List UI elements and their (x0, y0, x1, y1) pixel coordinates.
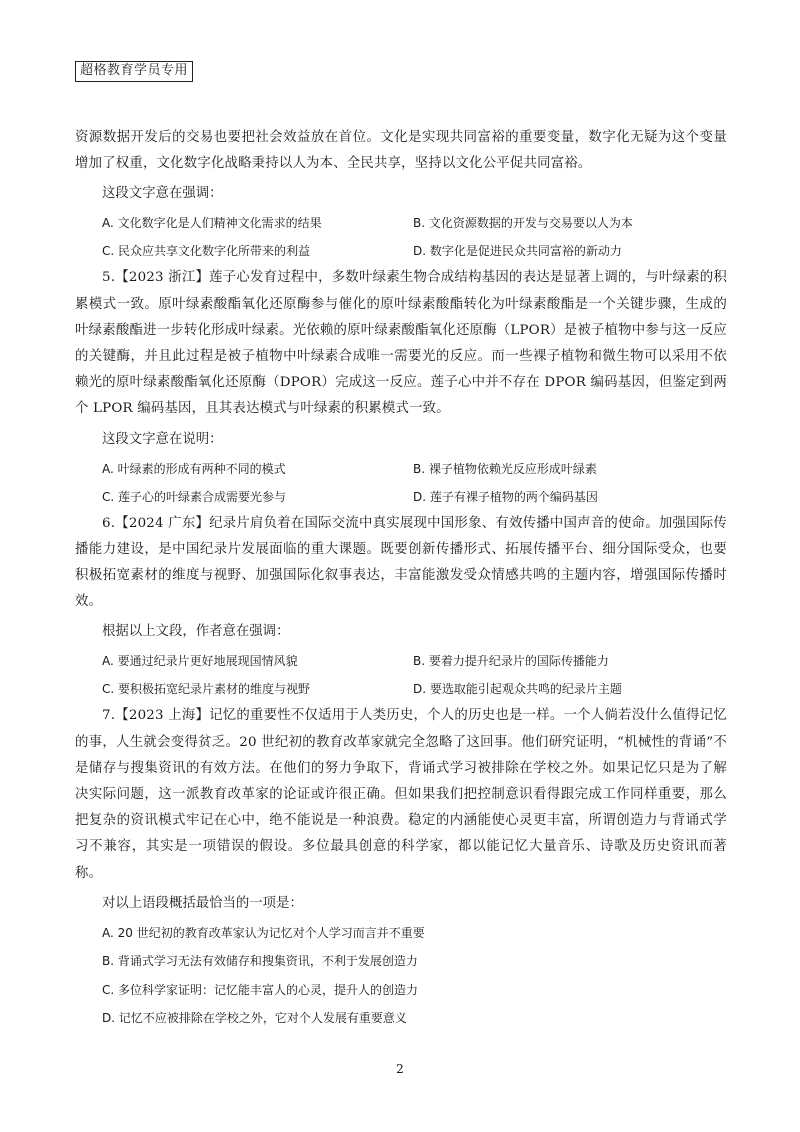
intro-options (75, 209, 727, 265)
option-b[interactable]: B. 要着力提升纪录片的国际传播能力 (413, 654, 609, 669)
option-d[interactable]: D. 莲子有裸子植物的两个编码基因 (413, 489, 598, 504)
option-c[interactable]: C. 莲子心的叶绿素合成需要光参与 (102, 489, 287, 504)
option-b[interactable]: B. 背诵式学习无法有效储存和搜集资讯，不利于发展创造力 (102, 954, 418, 969)
option-a[interactable]: A. 要通过纪录片更好地展现国情风貌 (102, 654, 298, 669)
option-d[interactable]: D. 数字化是促进民众共同富裕的新动力 (413, 244, 622, 259)
header-tag: 超格教育学员专用 (75, 61, 193, 82)
option-d[interactable]: D. 要选取能引起观众共鸣的纪录片主题 (413, 682, 622, 697)
page-number: 2 (396, 1062, 404, 1076)
question-5-prompt: 这段文字意在说明： (102, 431, 223, 447)
question-6-passage: 6.【2024 广东】纪录片肩负着在国际交流中真实展现中国形象、有效传播中国声音的使命。加强国际传播能力建设，是中国纪录片发展面临的重大课题。既要创新传播形式、拓展传播平台、细分国际受众，也要积极拓宽素材的维度与视野、加强国际化叙事表达，丰富能激发受众情感共鸣的主题内容，增强国际传播时效。 (75, 515, 727, 610)
option-c[interactable]: C. 多位科学家证明：记忆能丰富人的心灵，提升人的创造力 (102, 982, 419, 997)
option-d[interactable]: D. 记忆不应被排除在学校之外，它对个人发展有重要意义 (102, 1011, 407, 1026)
option-b[interactable]: B. 文化资源数据的开发与交易要以人为本 (413, 216, 633, 231)
question-7-passage: 7.【2023 上海】记忆的重要性不仅适用于人类历史，个人的历史也是一样。一个人倘若没什么值得记忆的事，人生就会变得贫乏。20 世纪初的教育改革家就完全忽略了这回事。他们研究证明，“机械性的背诵”不是储存与搜集资讯的有效方法。在他们的努力争取下，背诵式学习被排除在学校之外。如果记忆只是为了解决实际问题，这一派教育改革家的论证或许很正确。但如果我们把控制意识看得跟完成工作同样重要，那么把复杂的资讯模式牢记在心中，绝不能说是一种浪费。稳定的内涵能使心灵更丰富，所谓创造力与背诵式学习不兼容，其实是一项错误的假设。多位最具创意的科学家，都以能记忆大量音乐、诗歌及历史资讯而著称。 (75, 708, 727, 881)
option-a[interactable]: A. 文化数字化是人们精神文化需求的结果 (102, 216, 322, 231)
question-5-options (75, 455, 727, 511)
intro-prompt: 这段文字意在强调： (102, 186, 223, 202)
intro-passage: 资源数据开发后的交易也要把社会效益放在首位。文化是实现共同富裕的重要变量，数字化无疑为这个变量增加了权重，文化数字化战略秉持以人为本、全民共享，坚持以文化公平促共同富裕。 (75, 130, 727, 172)
question-7-options (75, 919, 727, 1033)
option-b[interactable]: B. 裸子植物依赖光反应形成叶绿素 (413, 461, 597, 476)
question-7-prompt: 对以上语段概括最恰当的一项是： (102, 895, 303, 911)
page-content (75, 125, 727, 1033)
question-5-passage: 5.【2023 浙江】莲子心发育过程中，多数叶绿素生物合成结构基因的表达是显著上调的，与叶绿素的积累模式一致。原叶绿素酸酯氧化还原酶参与催化的原叶绿素酸酯转化为叶绿素酸酯是一个关键步骤，生成的叶绿素酸酯进一步转化形成叶绿素。光依赖的原叶绿素酸酯氧化还原酶（LPOR）是被子植物中参与这一反应的关键酶，并且此过程是被子植物中叶绿素合成唯一需要光的反应。而一些裸子植物和微生物可以采用不依赖光的原叶绿素酸酯氧化还原酶（DPOR）完成这一反应。莲子心中并不存在 DPOR 编码基因，但鉴定到两个 LPOR 编码基因，且其表达模式与叶绿素的积累模式一致。 (75, 270, 727, 417)
option-a[interactable]: A. 叶绿素的形成有两种不同的模式 (102, 461, 286, 476)
option-a[interactable]: A. 20 世纪初的教育改革家认为记忆对个人学习而言并不重要 (102, 925, 425, 940)
option-c[interactable]: C. 要积极拓宽纪录片素材的维度与视野 (102, 682, 311, 697)
question-6-prompt: 根据以上文段，作者意在强调： (102, 624, 290, 640)
option-c[interactable]: C. 民众应共享文化数字化所带来的利益 (102, 244, 311, 259)
question-6-options (75, 647, 727, 703)
